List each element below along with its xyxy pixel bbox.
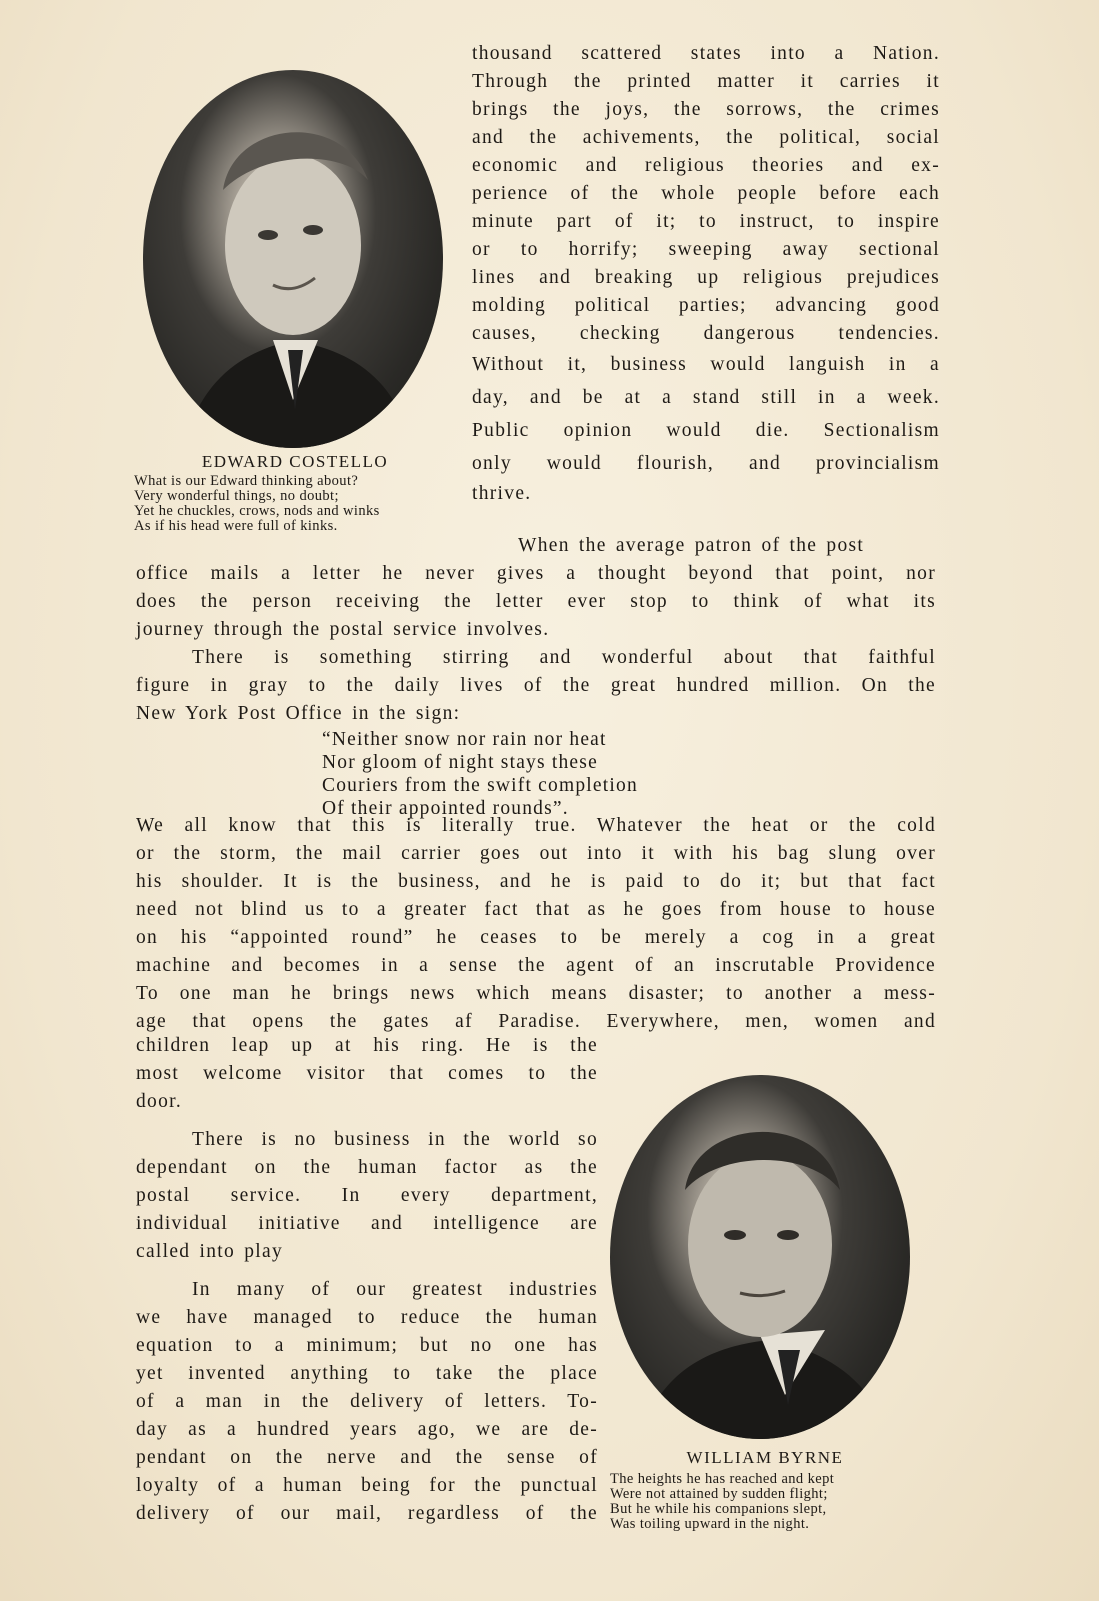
text-line: need not blind us to a greater fact that as he goes from house to house	[136, 899, 936, 920]
text-line: age that opens the gates af Paradise. Everywhere, men, women and	[136, 1011, 936, 1032]
portrait-verse	[610, 1472, 834, 1532]
text-line: postal service. In every department,	[136, 1185, 598, 1206]
portrait-verse	[134, 474, 380, 534]
portrait-photo-edward-costello	[143, 70, 443, 448]
text-line: perience of the whole people before each	[472, 183, 940, 204]
text-line: day as a hundred years ago, we are de-	[136, 1419, 598, 1440]
portrait-photo-william-byrne	[610, 1075, 910, 1439]
text-line: journey through the postal service involves.	[136, 619, 550, 640]
text-line: delivery of our mail, regardless of the	[136, 1503, 598, 1524]
text-line: day, and be at a stand still in a week.	[472, 387, 940, 408]
verse-line: Yet he chuckles, crows, nods and winks	[134, 503, 380, 519]
portrait-figure-icon	[610, 1075, 910, 1439]
text-line: New York Post Office in the sign:	[136, 703, 461, 724]
text-line: thrive.	[472, 483, 532, 504]
verse-line: As if his head were full of kinks.	[134, 518, 338, 534]
quotation-block	[322, 728, 638, 820]
verse-line: Were not attained by sudden flight;	[610, 1486, 828, 1502]
full-width-text-2	[136, 812, 936, 1036]
text-line: individual initiative and intelligence are	[136, 1213, 598, 1234]
text-line: economic and religious theories and ex-	[472, 155, 940, 176]
quote-line: Nor gloom of night stays these	[322, 752, 598, 773]
text-line: minute part of it; to instruct, to inspire	[472, 211, 940, 232]
text-line: There is no business in the world so	[192, 1129, 598, 1150]
text-line: Public opinion would die. Sectionalism	[472, 420, 940, 441]
right-column-text	[472, 40, 940, 508]
text-line: of a man in the delivery of letters. To-	[136, 1391, 598, 1412]
quote-line: Of their appointed rounds”.	[322, 798, 569, 819]
text-line: yet invented anything to take the place	[136, 1363, 598, 1384]
text-line: children leap up at his ring. He is the	[136, 1035, 598, 1056]
text-line: To one man he brings news which means disaster; to another a mess-	[136, 983, 936, 1004]
text-line: does the person receiving the letter ever stop to think of what its	[136, 591, 936, 612]
text-line: loyalty of a human being for the punctual	[136, 1475, 598, 1496]
text-line: his shoulder. It is the business, and he is paid to do it; but that fact	[136, 871, 936, 892]
text-line: molding political parties; advancing good	[472, 295, 940, 316]
portrait-name: EDWARD COSTELLO	[201, 452, 389, 471]
text-line: only would flourish, and provincialism	[472, 453, 940, 474]
text-line: machine and becomes in a sense the agent of an inscrutable Providence	[136, 955, 936, 976]
quote-line: Couriers from the swift completion	[322, 775, 638, 796]
text-line: In many of our greatest industries	[192, 1279, 598, 1300]
text-line: lines and breaking up religious prejudices	[472, 267, 940, 288]
quote-line: “Neither snow nor rain nor heat	[322, 729, 607, 750]
full-width-text-1	[136, 532, 936, 728]
text-line: door.	[136, 1091, 183, 1112]
verse-line: Was toiling upward in the night.	[610, 1516, 810, 1532]
text-line: There is something stirring and wonderful about that faithful	[192, 647, 936, 668]
portrait-figure-icon	[143, 70, 443, 448]
text-line: When the average patron of the post	[518, 535, 865, 556]
verse-line: But he while his companions slept,	[610, 1501, 827, 1517]
text-line: equation to a minimum; but no one has	[136, 1335, 598, 1356]
text-line: brings the joys, the sorrows, the crimes	[472, 99, 940, 120]
text-line: called into play	[136, 1241, 284, 1262]
verse-line: What is our Edward thinking about?	[134, 473, 359, 489]
text-line: causes, checking dangerous tendencies.	[472, 323, 940, 344]
verse-line: Very wonderful things, no doubt;	[134, 488, 339, 504]
text-line: thousand scattered states into a Nation.	[472, 43, 940, 64]
text-line: or to horrify; sweeping away sectional	[472, 239, 940, 260]
text-line: we have managed to reduce the human	[136, 1307, 598, 1328]
text-line: on his “appointed round” he ceases to be merely a cog in a great	[136, 927, 936, 948]
portrait-name: WILLIAM BYRNE	[686, 1448, 844, 1467]
text-line: office mails a letter he never gives a thought beyond that point, nor	[136, 563, 936, 584]
verse-line: The heights he has reached and kept	[610, 1471, 835, 1487]
text-line: most welcome visitor that comes to the	[136, 1063, 598, 1084]
text-line: We all know that this is literally true. Whatever the heat or the cold	[136, 815, 936, 836]
text-line: dependant on the human factor as the	[136, 1157, 598, 1178]
text-line: Through the printed matter it carries it	[472, 71, 940, 92]
text-line: figure in gray to the daily lives of the great hundred million. On the	[136, 675, 936, 696]
text-line: or the storm, the mail carrier goes out into it with his bag slung over	[136, 843, 936, 864]
left-column-text	[136, 1032, 598, 1528]
text-line: pendant on the nerve and the sense of	[136, 1447, 598, 1468]
text-line: and the achivements, the political, social	[472, 127, 940, 148]
text-line: Without it, business would languish in a	[472, 354, 940, 375]
